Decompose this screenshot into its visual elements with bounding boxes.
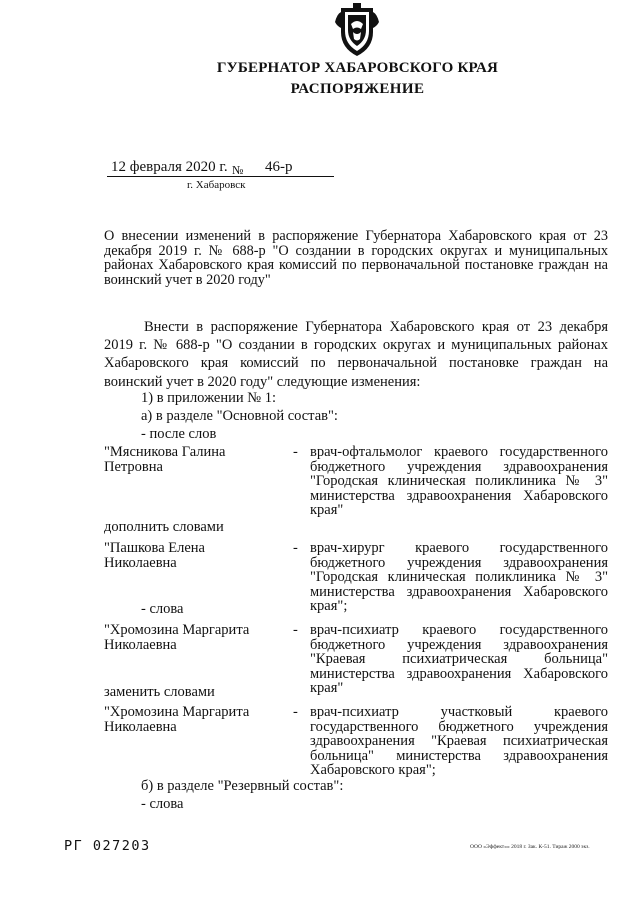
number-sign: № — [232, 163, 244, 177]
entry-miasnikova — [104, 445, 608, 517]
document-title: О внесении изменений в распоряжение Губернатора Хабаровского края от 23 декабря 2019 г. № 688-р "О создании в городских округах и муниципальных районах Хабаровского края комиссий по первоначальной постановке граждан на воинский учет в 2020 году" — [104, 228, 608, 288]
entry-name: "Пашкова Елена Николаевна — [104, 540, 205, 571]
entry-name: "Хромозина Маргарита Николаевна — [104, 622, 250, 653]
item-a: а) в разделе "Основной состав": — [141, 408, 338, 424]
supplement-line: дополнить словами — [104, 519, 224, 535]
document-city: г. Хабаровск — [187, 179, 246, 191]
entry-dash: - — [293, 622, 298, 638]
document-type-heading: РАСПОРЯЖЕНИЕ — [290, 81, 425, 97]
replace-line: заменить словами — [104, 684, 215, 700]
coat-of-arms-icon — [329, 2, 385, 58]
intro-paragraph: Внести в распоряжение Губернатора Хабаровского края от 23 декабря 2019 г. № 688-р "О создании в городских округах и муниципальных районах Хабаровского края комиссий по первоначальной постановке граждан на воинский учет в 2020 году" следующие изменения: — [104, 319, 608, 390]
after-words-line: - после слов — [141, 426, 217, 442]
date-number-line — [107, 161, 334, 177]
words-line-2: - слова — [141, 796, 184, 812]
item-b: б) в разделе "Резервный состав": — [141, 778, 344, 794]
entry-description: врач-офтальмолог краевого государственного бюджетного учреждения здравоохранения "Городская клиническая поликлиника № 3" министерства здравоохранения Хабаровского края" — [310, 444, 608, 518]
words-line: - слова — [141, 601, 184, 617]
entry-description: врач-психиатр участковый краевого государственного бюджетного учреждения здравоохранения "Краевая психиатрическая больница" министерства здравоохранения Хабаровского края"; — [310, 704, 608, 778]
entry-name: "Мясникова Галина Петровна — [104, 444, 226, 475]
document-number: 46-р — [265, 159, 293, 175]
entry-name: "Хромозина Маргарита Николаевна — [104, 704, 250, 735]
form-serial-number: РГ 027203 — [64, 838, 151, 854]
entry-khromozina-new — [104, 705, 608, 777]
entry-dash: - — [293, 540, 298, 556]
issuer-heading: ГУБЕРНАТОР ХАБАРОВСКОГО КРАЯ — [216, 60, 499, 76]
document-date: 12 февраля 2020 г. — [111, 159, 228, 175]
item-1: 1) в приложении № 1: — [141, 390, 276, 406]
entry-dash: - — [293, 704, 298, 720]
entry-dash: - — [293, 444, 298, 460]
printer-imprint: ООО «Эффект»» 2018 г. Зак. К-51. Тираж 2000 экз. — [470, 844, 590, 850]
entry-description: врач-хирург краевого государственного бюджетного учреждения здравоохранения "Городская клиническая поликлиника № 3" министерства здравоохранения Хабаровского края"; — [310, 540, 608, 614]
entry-description: врач-психиатр краевого государственного бюджетного учреждения здравоохранения "Краевая психиатрическая больница" министерства здравоохранения Хабаровского края" — [310, 622, 608, 696]
